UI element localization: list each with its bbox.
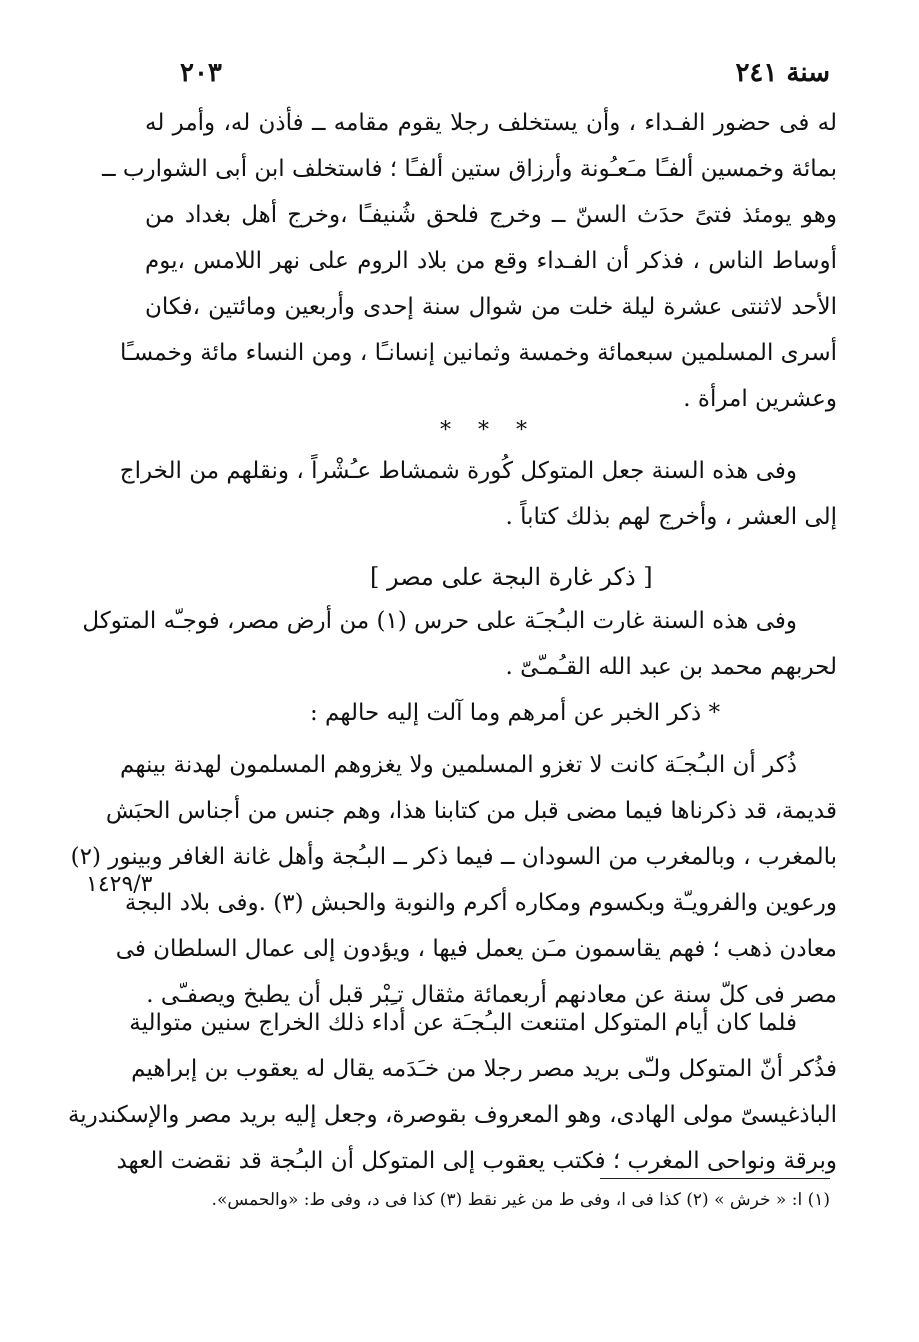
sub-heading: * ذكر الخبر عن أمرهم وما آلت إليه حالهم : [310,700,721,726]
paragraph-shimshat [119,448,837,540]
text-line: بمائة وخمسين ألفـًا مـَعـُونة وأرزاق ستين ألفـًا ؛ فاستخلف ابن أبى الشوارب ــ [102,156,837,182]
text-line: ذُكر أن البـُجـَة كانت لا تغزو المسلمين ولا يغزوهم المسلمون لهدنة بينهم [120,752,797,778]
paragraph-ransom [102,100,837,422]
text-line: وبرقة ونواحى المغرب ؛ فكتب يعقوب إلى المتوكل أن البـُجة قد نقضت العهد [116,1148,837,1174]
text-line: وعشرين امرأة . [683,386,837,412]
section-separator: * * * [440,418,537,443]
text-line: أسرى المسلمين سبعمائة وخمسة وثمانين إنسانـًا ، ومن النساء مائة وخمسـًا [120,340,837,366]
text-line: قديمة، قد ذكرناها فيما مضى قبل من كتابنا هذا، وهم جنس من أجناس الحبَش [105,798,837,824]
text-line: لحربهم محمد بن عبد الله القـُمـّىّ . [505,654,837,680]
page-header [168,58,830,98]
text-line: وفى هذه السنة جعل المتوكل كُورة شمشاط عـُشْراً ، ونقلهم من الخراج [119,458,797,484]
page-number: ٢٠٣ [180,58,222,88]
text-line: فذُكر أنّ المتوكل ولـّى بريد مصر رجلا من خـَدَمه يقال له يعقوب بن إبراهيم [131,1056,837,1082]
text-line: فلما كان أيام المتوكل امتنعت البـُجـَة عن أداء ذلك الخراج سنين متوالية [129,1010,797,1036]
section-heading: [ ذكر غارة البجة على مصر ] [370,563,653,591]
running-head-year: سنة ٢٤١ [735,58,830,88]
text-line: الأحد لاثنتى عشرة ليلة خلت من شوال سنة إحدى وأربعين ومائتين ،فكان [145,294,837,320]
text-line: معادن ذهب ؛ فهم يقاسمون مـَن يعمل فيها ، ويؤدون إلى عمال السلطان فى [115,936,837,962]
text-line: أوساط الناس ، فذكر أن الفـداء وقع من بلاد الروم على نهر اللامس ،يوم [145,248,837,274]
paragraph-beja-raid [82,598,837,690]
footnote-rule [600,1178,830,1179]
text-line: مصر فى كلّ سنة عن معادنهم أربعمائة مثقال تـِبْر قبل أن يطبخ ويصفـّى . [146,982,837,1008]
text-line: وهو يومئذ فتىً حدَث السنّ ــ وخرج فلحق شُنيفـًا ،وخرج أهل بغداد من [145,202,837,228]
text-line: إلى العشر ، وأخرج لهم بذلك كتاباً . [505,504,837,530]
text-line: الباذغيسىّ مولى الهادى، وهو المعروف بقوصرة، وجعل إليه بريد مصر والإسكندرية [67,1102,837,1128]
paragraph-mutawakkil [67,1000,837,1184]
margin-reference: ١٤٢٩/٣ [86,872,153,897]
text-line: وفى هذه السنة غارت البـُجـَة على حرس (١) من أرض مصر، فوجـّه المتوكل [82,608,797,634]
text-line: له فى حضور الفـداء ، وأن يستخلف رجلا يقوم مقامه ــ فأذن له، وأمر له [145,110,837,136]
text-line: ورعوين والفرويـّة وبكسوم ومكاره أكرم والنوبة والحبش (٣) .وفى بلاد البجة [124,890,837,916]
text-line: بالمغرب ، وبالمغرب من السودان ــ فيما ذكر ــ البـُجة وأهل غانة الغافر وبينور (٢) [70,844,837,870]
footnotes: (١) ا: « خرش » (٢) كذا فى ا، وفى ط من غير نقط (٣) كذا فى د، وفى ط: «والحمس». [211,1190,830,1210]
